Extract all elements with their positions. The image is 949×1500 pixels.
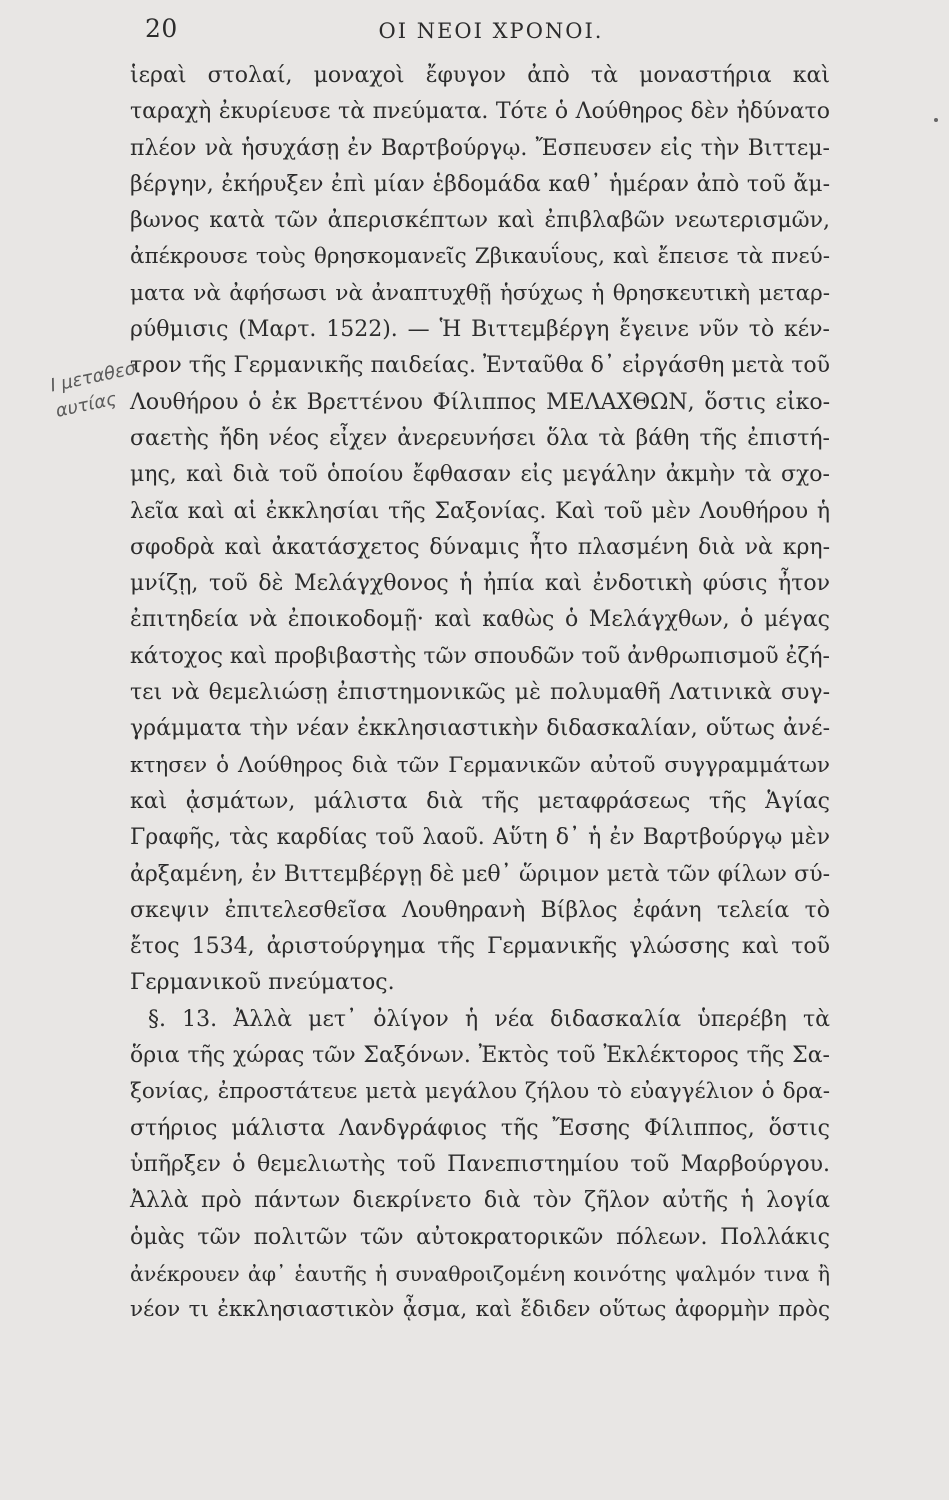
text-line: Λουθήρου ὁ ἐκ Βρεττένου Φίλιππος ΜΕΛΑΧΘΩΝ, ὅστις εἰκο- (130, 389, 830, 415)
text-line: βωνος κατὰ τῶν ἀπερισκέπτων καὶ ἐπιβλαβῶν νεωτερισμῶν, (130, 208, 830, 234)
text-line: λεῖα καὶ αἱ ἐκκλησίαι τῆς Σαξονίας. Καὶ τοῦ μὲν Λουθήρου ἡ (130, 498, 830, 524)
text-line: στήριος μάλιστα Λανδγράφιος τῆς Ἔσσης Φίλιππος, ὅστις (130, 1115, 830, 1141)
text-line: βέργην, ἐκήρυξεν ἐπὶ μίαν ἑβδομάδα καθ᾽ ἡμέραν ἀπὸ τοῦ ἄμ- (130, 171, 830, 197)
ink-spot (934, 118, 938, 122)
text-line: σαετὴς ἤδη νέος εἶχεν ἀνερευνήσει ὅλα τὰ βάθη τῆς ἐπιστή- (130, 425, 830, 451)
text-line: μης, καὶ διὰ τοῦ ὁποίου ἔφθασαν εἰς μεγάλην ἀκμὴν τὰ σχο- (130, 462, 830, 488)
text-line: Γραφῆς, τὰς καρδίας τοῦ λαοῦ. Αὕτη δ᾽ ἡ ἐν Βαρτβούργῳ μὲν (130, 825, 830, 851)
text-line: Ἀλλὰ πρὸ πάντων διεκρίνετο διὰ τὸν ζῆλον αὐτῆς ἡ λογία (130, 1188, 830, 1214)
text-line: κάτοχος καὶ προβιβαστὴς τῶν σπουδῶν τοῦ ἀνθρωπισμοῦ ἐζή- (130, 643, 830, 669)
text-line: καὶ ᾀσμάτων, μάλιστα διὰ τῆς μεταφράσεως τῆς Ἁγίας (130, 788, 830, 814)
text-line: ὑπῆρξεν ὁ θεμελιωτὴς τοῦ Πανεπιστημίου τοῦ Μαρβούργου. (130, 1151, 830, 1177)
text-line: σκεψιν ἐπιτελεσθεῖσα Λουθηρανὴ Βίβλος ἐφάνη τελεία τὸ (130, 897, 830, 923)
page-header (145, 14, 837, 44)
text-line: ἀπέκρουσε τοὺς θρησκομανεῖς Ζβικαυΐους, καὶ ἔπεισε τὰ πνεύ- (130, 244, 830, 270)
margin-note-line: αυτίας (53, 388, 119, 422)
text-line: ὅρια τῆς χώρας τῶν Σαξόνων. Ἐκτὸς τοῦ Ἐκλέκτορος τῆς Σα- (130, 1043, 830, 1069)
text-line: ματα νὰ ἀφήσωσι νὰ ἀναπτυχθῇ ἡσύχως ἡ θρησκευτικὴ μεταρ- (130, 280, 830, 306)
text-line: Γερμανικοῦ πνεύματος. (130, 970, 395, 996)
text-line: ὁμὰς τῶν πολιτῶν τῶν αὐτοκρατορικῶν πόλεων. Πολλάκις (130, 1224, 830, 1250)
margin-note-line: Ι μεταθεσ (48, 357, 138, 397)
text-line: ξονίας, ἐπροστάτευε μετὰ μεγάλου ζήλου τὸ εὐαγγέλιον ὁ δρα- (130, 1079, 830, 1105)
text-line: ἀνέκρουεν ἀφ᾽ ἑαυτῆς ἡ συναθροιζομένη κοινότης ψαλμόν τινα ἢ (130, 1261, 830, 1286)
text-line: ἀρξαμένη, ἐν Βιττεμβέργῃ δὲ μεθ᾽ ὥριμον μετὰ τῶν φίλων σύ- (130, 861, 830, 887)
text-line: ρύθμισις (Μαρτ. 1522). — Ἡ Βιττεμβέργη ἔγεινε νῦν τὸ κέν- (130, 317, 830, 343)
page-number: 20 (145, 14, 178, 43)
running-title: ΟΙ ΝΕΟΙ ΧΡΟΝΟΙ. (378, 19, 604, 43)
text-line: γράμματα τὴν νέαν ἐκκλησιαστικὴν διδασκαλίαν, οὕτως ἀνέ- (130, 716, 830, 742)
text-line: ἐπιτηδεία νὰ ἐποικοδομῇ· καὶ καθὼς ὁ Μελάγχθων, ὁ μέγας (130, 607, 830, 633)
text-line: μνίζῃ, τοῦ δὲ Μελάγχθονος ἡ ἠπία καὶ ἐνδοτικὴ φύσις ἦτον (130, 571, 830, 597)
text-line: πλέον νὰ ἡσυχάσῃ ἐν Βαρτβούργῳ. Ἔσπευσεν εἰς τὴν Βιττεμ- (130, 135, 830, 161)
text-line: τρον τῆς Γερμανικῆς παιδείας. Ἐνταῦθα δ᾽ εἰργάσθη μετὰ τοῦ (130, 353, 830, 379)
text-line: σφοδρὰ καὶ ἀκατάσχετος δύναμις ἦτο πλασμένη διὰ νὰ κρη- (130, 534, 830, 560)
text-line: ἱεραὶ στολαί, μοναχοὶ ἔφυγον ἀπὸ τὰ μοναστήρια καὶ (130, 63, 830, 88)
body-text (130, 58, 830, 1328)
text-line: τει νὰ θεμελιώσῃ ἐπιστημονικῶς μὲ πολυμαθῆ Λατινικὰ συγ- (130, 680, 830, 706)
text-line: ταραχὴ ἐκυρίευσε τὰ πνεύματα. Τότε ὁ Λούθηρος δὲν ἠδύνατο (130, 99, 830, 125)
section-heading-line: §. 13. Ἀλλὰ μετ᾽ ὀλίγον ἡ νέα διδασκαλία ὑπερέβη τὰ (148, 1006, 830, 1032)
text-line: ἔτος 1534, ἀριστούργημα τῆς Γερμανικῆς γλώσσης καὶ τοῦ (130, 934, 830, 960)
text-line: κτησεν ὁ Λούθηρος διὰ τῶν Γερμανικῶν αὐτοῦ συγγραμμάτων (130, 752, 830, 778)
text-line: νέον τι ἐκκλησιαστικὸν ᾆσμα, καὶ ἔδιδεν οὕτως ἀφορμὴν πρὸς (130, 1297, 830, 1323)
